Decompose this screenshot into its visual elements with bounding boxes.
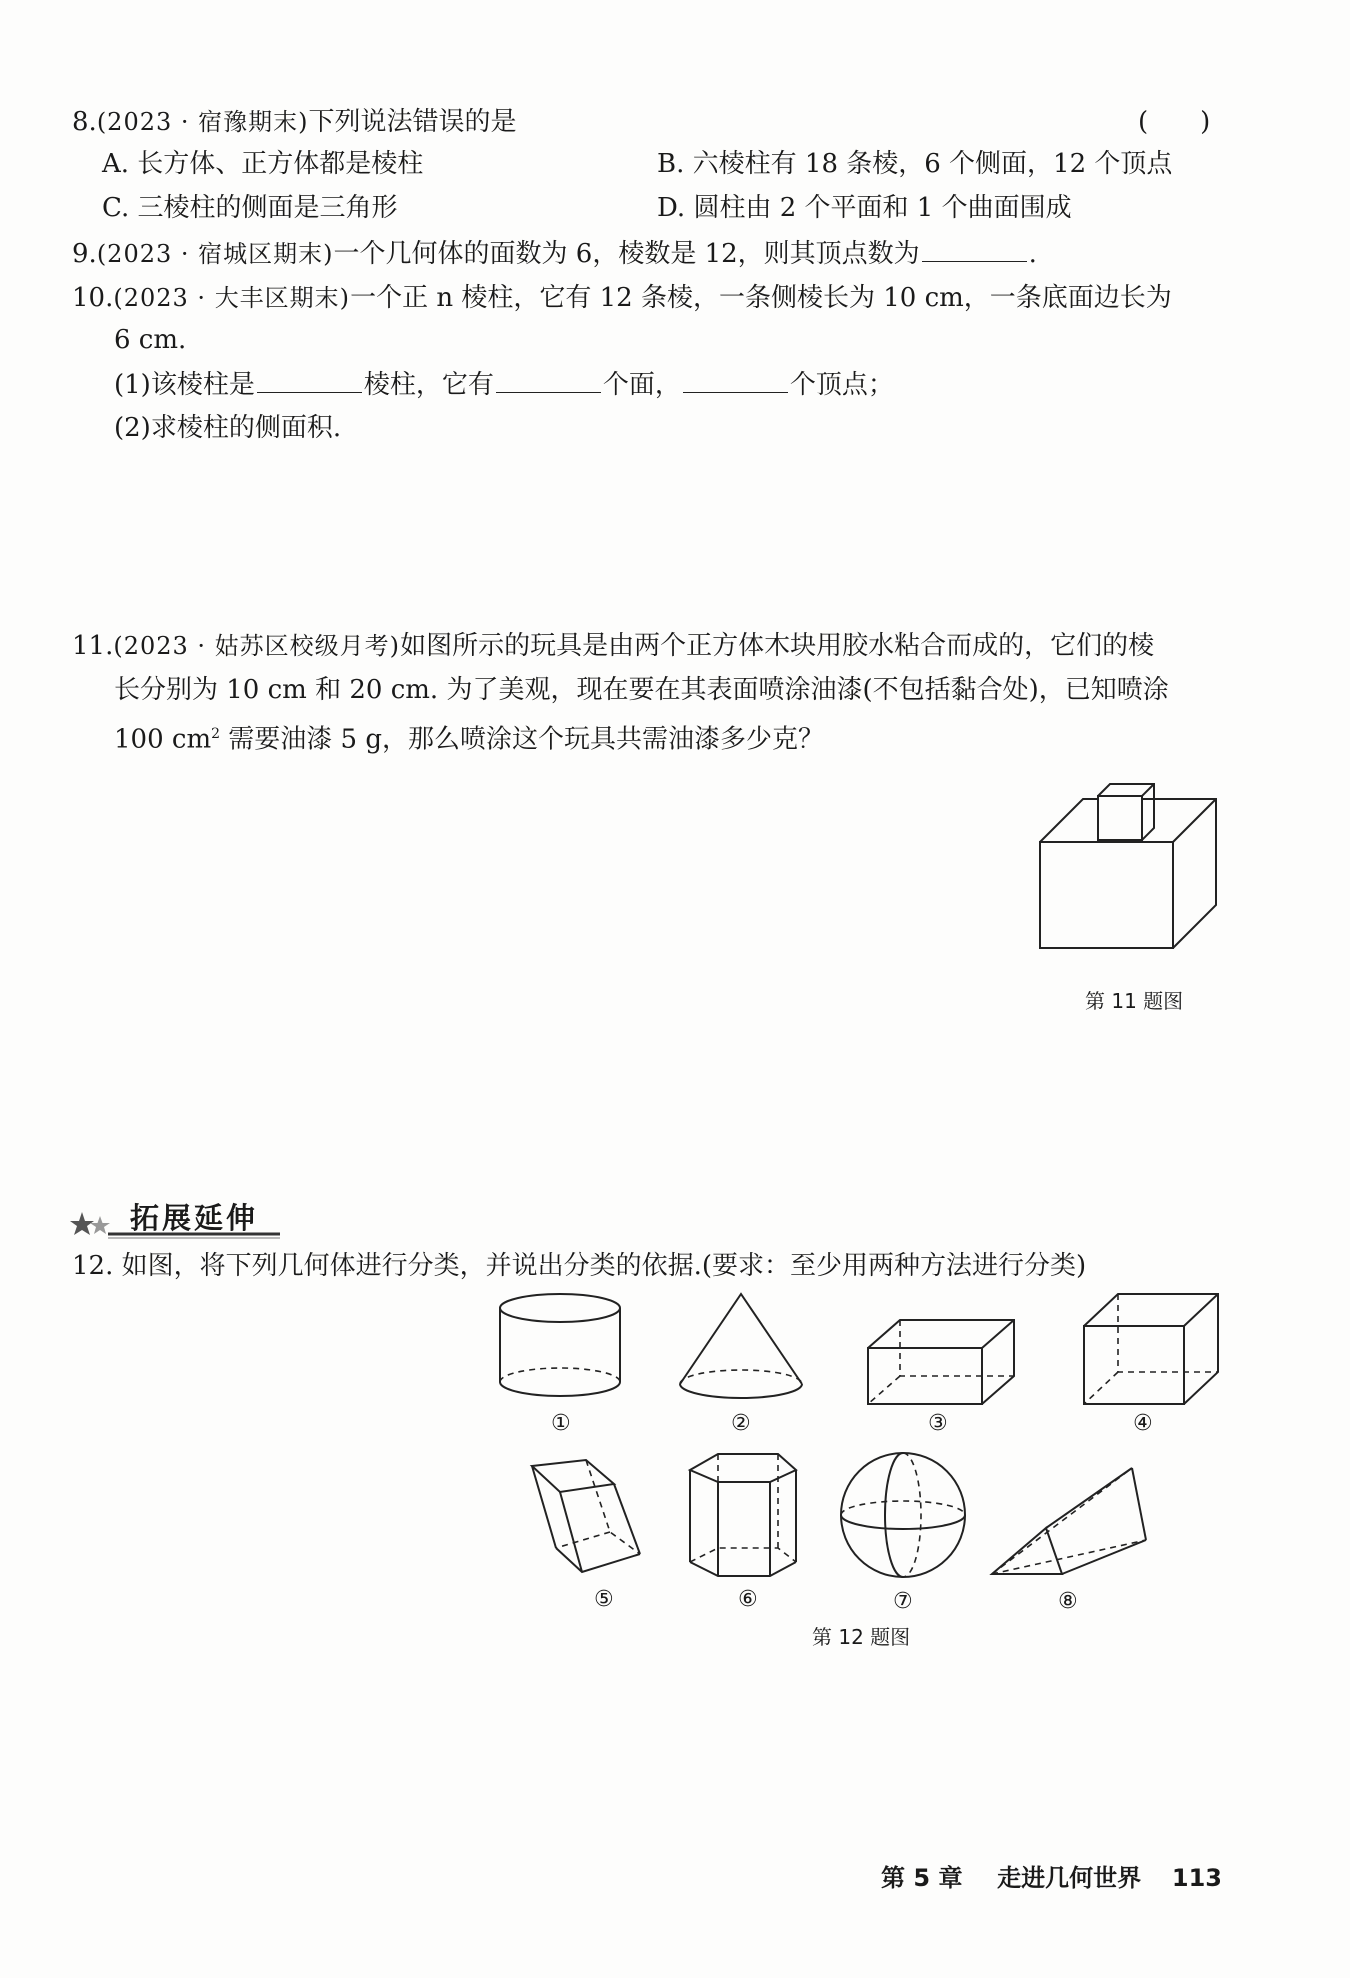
- q9-number: 9.: [72, 239, 97, 269]
- q11-superscript: 2: [211, 726, 221, 742]
- q10-sub1-text-a: (1)该棱柱是: [114, 370, 255, 400]
- q8-option-c: C. 三棱柱的侧面是三角形: [102, 193, 398, 223]
- shape-4-label: ④: [1133, 1411, 1153, 1436]
- large-cube: [1040, 799, 1216, 948]
- q10-sub1-text-b: 棱柱，它有: [363, 370, 494, 400]
- shape-2-cone: [678, 1292, 804, 1402]
- q10-sub1: [114, 366, 894, 403]
- q8-option-d: D. 圆柱由 2 个平面和 1 个曲面围成: [657, 193, 1072, 223]
- shape-3-cuboid: [866, 1318, 1016, 1408]
- shape-8-triangular-prism: [990, 1466, 1150, 1578]
- footer-chapter-title: 走进几何世界: [997, 1864, 1142, 1892]
- q11-caption: 第 11 题图: [1085, 989, 1184, 1013]
- q8-line: [72, 104, 517, 140]
- small-cube: [1098, 784, 1154, 840]
- q8-source: (2023 · 宿豫期末): [96, 108, 309, 136]
- q10-blank-faces[interactable]: [496, 366, 601, 393]
- q11-text-question: 需要油漆 5 g，那么喷涂这个玩具共需油漆多少克？: [220, 724, 825, 755]
- q11-number: 11.: [72, 631, 114, 661]
- shape-7-sphere: [838, 1450, 968, 1580]
- q9-line: [72, 235, 1037, 272]
- q11-two-cubes-figure: [1040, 760, 1230, 970]
- q11-line-3: [114, 716, 824, 758]
- shape-2-label: ②: [731, 1411, 751, 1436]
- q10-line-2: 6 cm.: [114, 325, 187, 355]
- q12-caption: 第 12 题图: [812, 1625, 911, 1649]
- page-number: 113: [1171, 1864, 1222, 1892]
- q9-answer-blank[interactable]: [922, 235, 1027, 262]
- shape-6-label: ⑥: [738, 1587, 758, 1612]
- shape-7-label: ⑦: [893, 1589, 913, 1614]
- q8-answer-parentheses: ( ): [1138, 107, 1211, 137]
- footer-chapter: 第 5 章: [881, 1864, 963, 1892]
- q9-stem: 一个几何体的面数为 6，棱数是 12，则其顶点数为: [333, 239, 920, 269]
- shape-6-pentagonal-prism: [688, 1450, 800, 1580]
- q10-source: (2023 · 大丰区期末): [113, 284, 351, 312]
- shape-4-cube: [1082, 1292, 1222, 1408]
- q10-sub1-text-c: 个面，: [602, 370, 681, 400]
- q8-option-b: B. 六棱柱有 18 条棱，6 个侧面，12 个顶点: [657, 149, 1173, 179]
- q12-line: 12. 如图，将下列几何体进行分类，并说出分类的依据.(要求：至少用两种方法进行分类): [72, 1251, 1087, 1281]
- shape-3-label: ③: [928, 1411, 948, 1436]
- q11-stem-1: 如图所示的玩具是由两个正方体木块用胶水粘合而成的，它们的棱: [400, 631, 1155, 661]
- shape-1-cylinder: [498, 1292, 622, 1402]
- q9-period: .: [1028, 239, 1037, 269]
- q11-line-2: 长分别为 10 cm 和 20 cm. 为了美观，现在要在其表面喷涂油漆(不包括黏合处)，已知喷涂: [114, 675, 1169, 705]
- q10-blank-prism-type[interactable]: [257, 366, 362, 393]
- q8-option-a: A. 长方体、正方体都是棱柱: [102, 149, 424, 179]
- q10-sub1-text-d: 个顶点；: [789, 370, 894, 400]
- q10-stem: 一个正 n 棱柱，它有 12 条棱，一条侧棱长为 10 cm，一条底面边长为: [350, 283, 1172, 313]
- shape-5-label: ⑤: [594, 1587, 614, 1612]
- q11-source: (2023 · 姑苏区校级月考): [113, 632, 401, 660]
- q8-number: 8.: [72, 107, 97, 137]
- q10-sub2: (2)求棱柱的侧面积.: [114, 413, 342, 443]
- q10-blank-vertices[interactable]: [683, 366, 788, 393]
- section-title: 拓展延伸: [130, 1201, 259, 1235]
- q10-line-1: [72, 280, 1172, 316]
- stars-icon: [70, 1204, 130, 1238]
- q11-text-area: 100 cm: [114, 724, 212, 755]
- q8-stem: 下列说法错误的是: [308, 107, 517, 137]
- q11-line-1: [72, 628, 1154, 664]
- page-footer: [881, 1858, 1222, 1893]
- shape-8-label: ⑧: [1058, 1589, 1078, 1614]
- section-header: [70, 1198, 290, 1242]
- shape-5-oblique-prism: [530, 1450, 650, 1578]
- shape-1-label: ①: [551, 1411, 571, 1436]
- q9-source: (2023 · 宿城区期末): [96, 240, 334, 268]
- q10-number: 10.: [72, 283, 114, 313]
